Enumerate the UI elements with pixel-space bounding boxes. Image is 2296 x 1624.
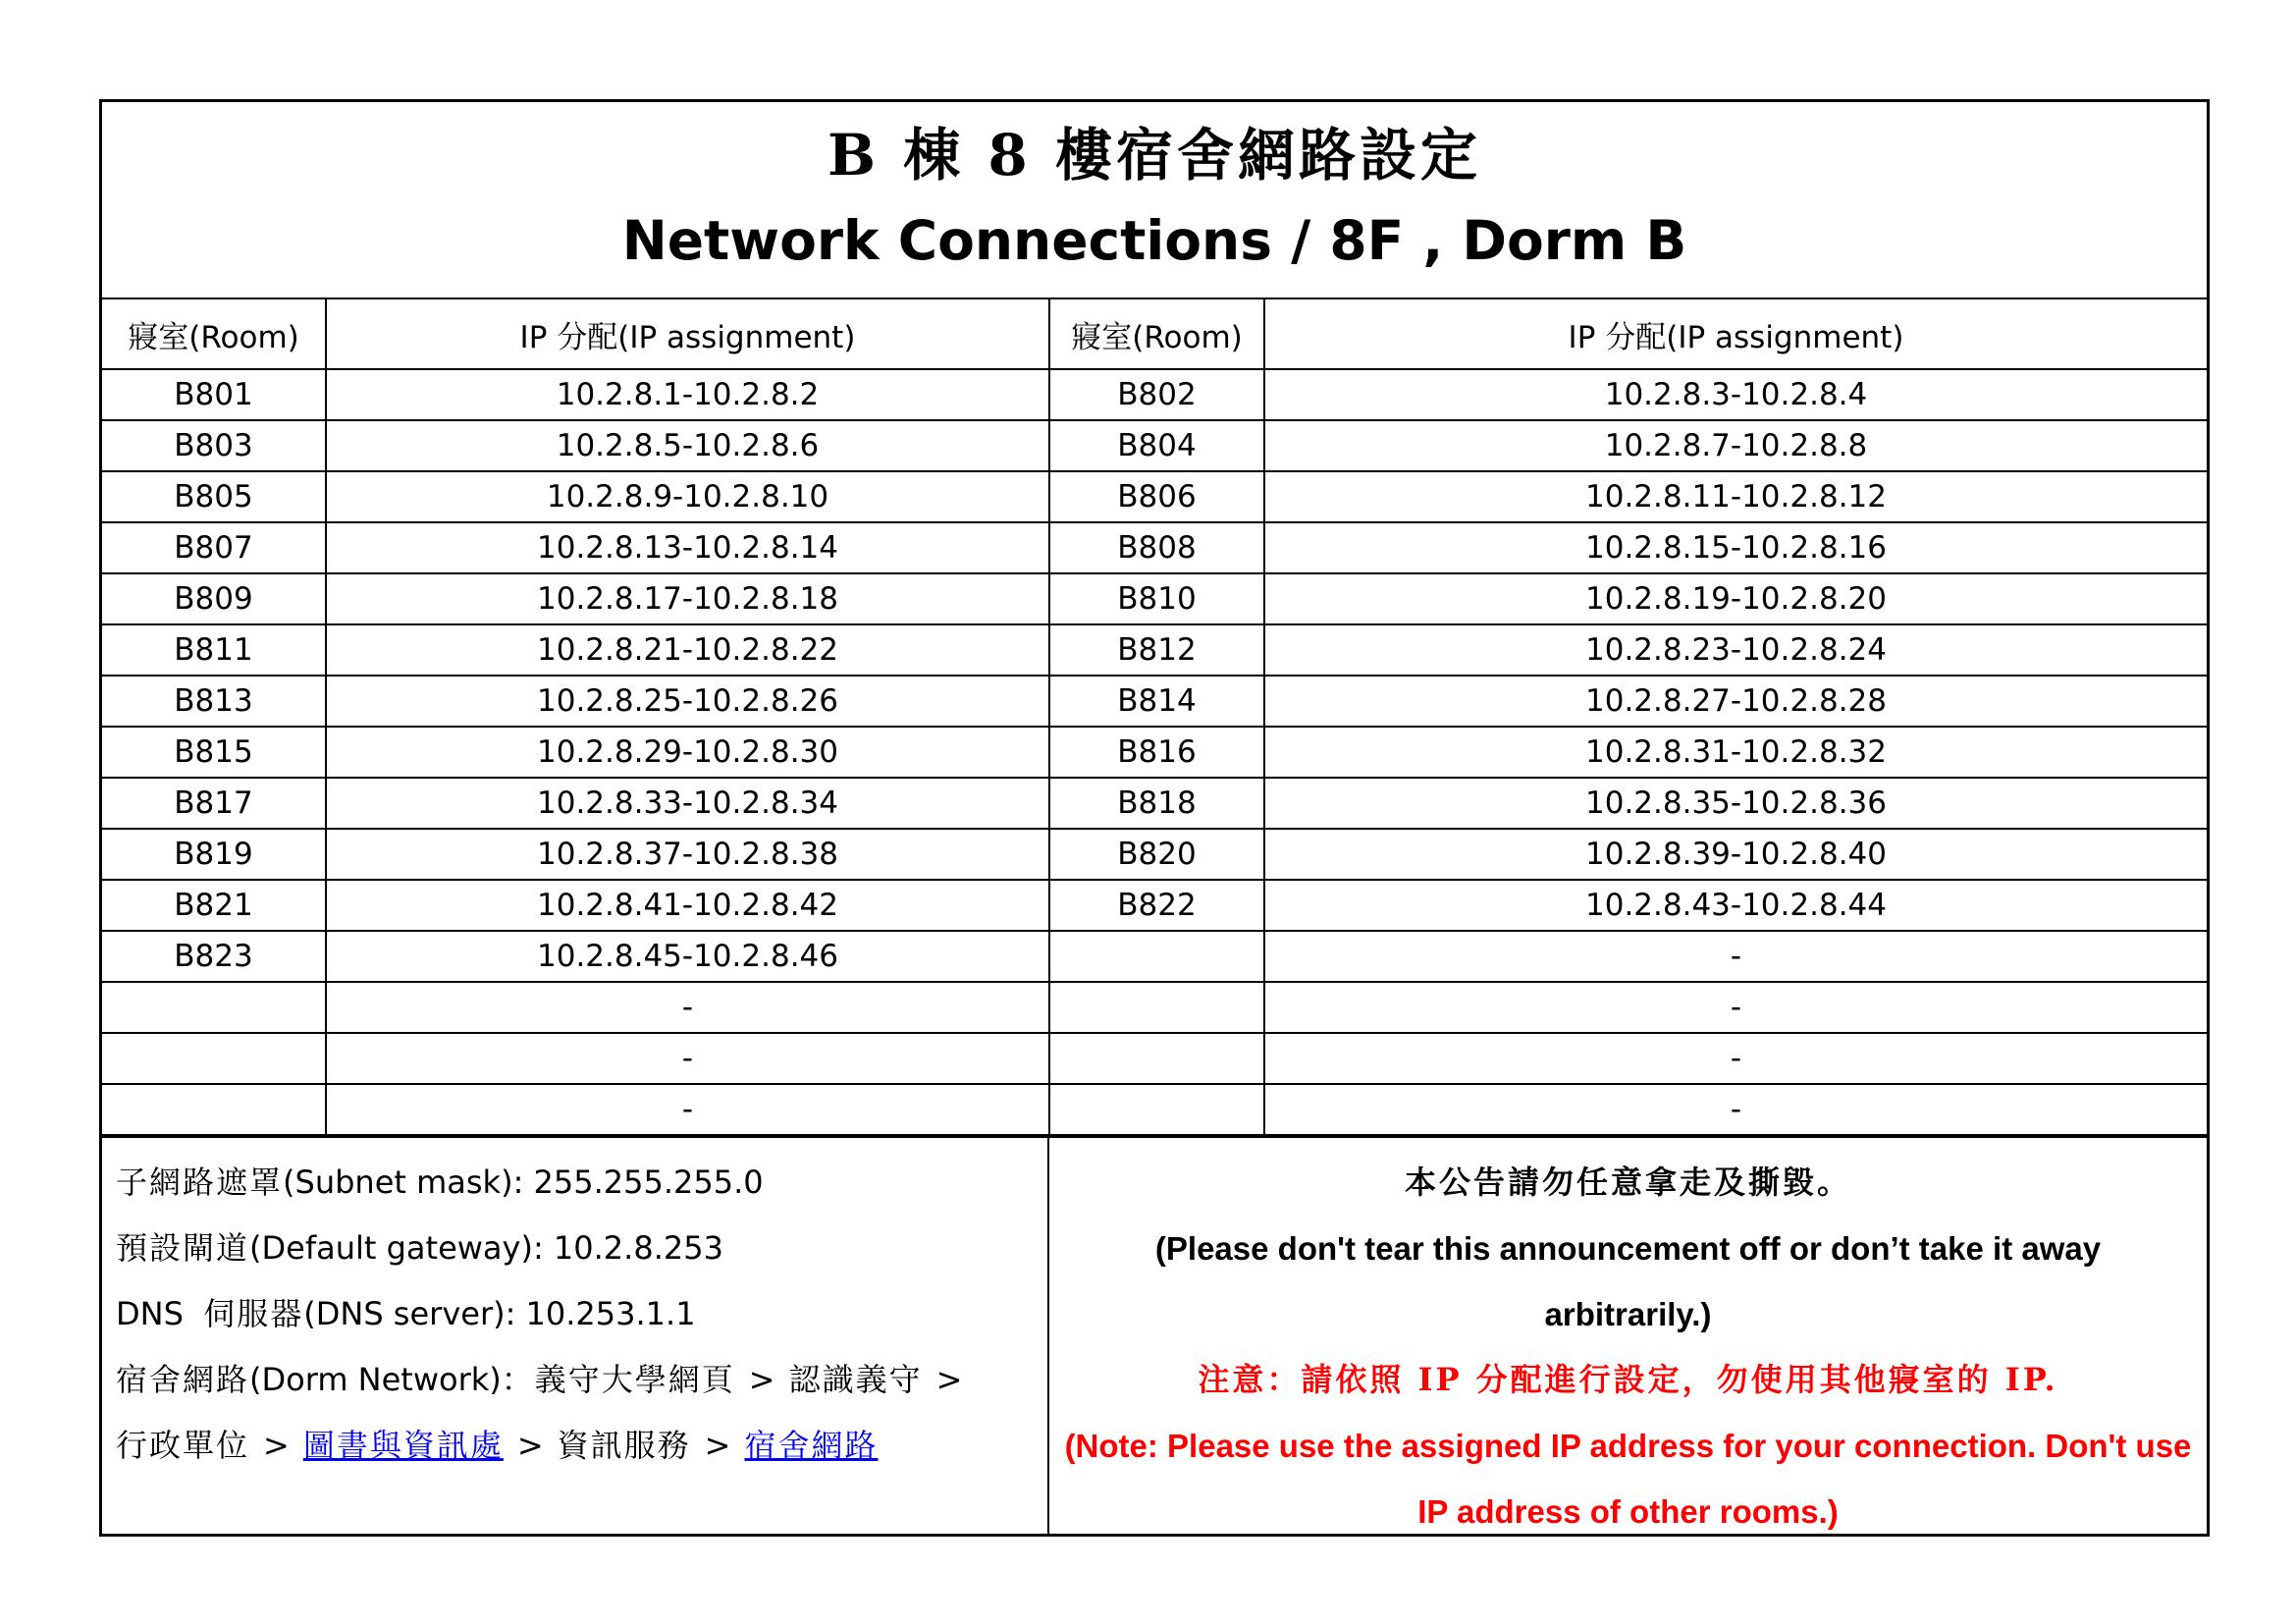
ip-cell-left: - — [326, 1084, 1049, 1135]
ip-assignment-table — [102, 299, 2207, 1136]
ip-cell-right: 10.2.8.27-10.2.8.28 — [1264, 676, 2207, 727]
room-cell-left: B813 — [102, 676, 326, 727]
library-info-link[interactable]: 圖書與資訊處 — [302, 1427, 504, 1464]
subnet-value: 255.255.255.0 — [533, 1164, 764, 1201]
ip-cell-left: 10.2.8.29-10.2.8.30 — [326, 727, 1049, 778]
header-room-left: 寢室(Room) — [102, 299, 326, 369]
room-cell-left — [102, 982, 326, 1033]
gateway-value: 10.2.8.253 — [553, 1229, 723, 1267]
table-row — [102, 369, 2207, 420]
ip-cell-right: 10.2.8.7-10.2.8.8 — [1264, 420, 2207, 471]
warning-line-en-2: IP address of other rooms.) — [1417, 1493, 1839, 1530]
header-ip-left: IP 分配(IP assignment) — [326, 299, 1049, 369]
room-cell-left: B817 — [102, 778, 326, 829]
subnet-label-en: (Subnet mask): — [283, 1164, 534, 1201]
room-cell-left: B801 — [102, 369, 326, 420]
ip-cell-right: 10.2.8.23-10.2.8.24 — [1264, 624, 2207, 676]
dorm-network-colon: ： — [501, 1361, 535, 1398]
ip-cell-left: 10.2.8.21-10.2.8.22 — [326, 624, 1049, 676]
room-cell-left: B819 — [102, 829, 326, 880]
breadcrumb-university-site: 義守大學網頁 — [534, 1361, 735, 1398]
dorm-network-label-zh: 宿舍網路 — [116, 1361, 250, 1398]
room-cell-right: B812 — [1049, 624, 1264, 676]
ip-cell-left: - — [326, 982, 1049, 1033]
table-row — [102, 676, 2207, 727]
table-row — [102, 573, 2207, 624]
room-cell-left: B811 — [102, 624, 326, 676]
room-cell-right — [1049, 931, 1264, 982]
dorm-network-path-line2 — [116, 1413, 1047, 1479]
dns-label-en: (DNS server): — [303, 1295, 526, 1332]
ip-cell-left: - — [326, 1033, 1049, 1084]
notice-line-en-2: arbitrarily.) — [1544, 1296, 1712, 1332]
room-cell-right — [1049, 1033, 1264, 1084]
room-cell-right: B816 — [1049, 727, 1264, 778]
dns-line — [116, 1281, 1047, 1347]
room-cell-left: B809 — [102, 573, 326, 624]
title-chinese: B 棟 8 樓宿舍網路設定 — [828, 122, 1481, 189]
room-cell-left — [102, 1033, 326, 1084]
announcement-sheet — [99, 99, 2210, 1537]
table-row — [102, 829, 2207, 880]
title-english: Network Connections / 8F , Dorm B — [621, 209, 1687, 272]
gateway-label-zh: 預設閘道 — [116, 1229, 250, 1267]
ip-cell-right: 10.2.8.31-10.2.8.32 — [1264, 727, 2207, 778]
table-row — [102, 471, 2207, 522]
table-row — [102, 1033, 2207, 1084]
table-row — [102, 624, 2207, 676]
dns-label-prefix: DNS — [116, 1295, 194, 1332]
room-cell-right: B818 — [1049, 778, 1264, 829]
breadcrumb-separator: > — [704, 1427, 731, 1464]
room-cell-left: B823 — [102, 931, 326, 982]
room-cell-left: B807 — [102, 522, 326, 573]
ip-cell-left: 10.2.8.5-10.2.8.6 — [326, 420, 1049, 471]
notice-line-en-1: (Please don't tear this announcement off or don’t take it away — [1154, 1230, 2102, 1267]
table-row — [102, 522, 2207, 573]
room-cell-right: B806 — [1049, 471, 1264, 522]
dorm-network-label-en: (Dorm Network) — [249, 1361, 502, 1398]
ip-cell-right: 10.2.8.3-10.2.8.4 — [1264, 369, 2207, 420]
ip-cell-left: 10.2.8.25-10.2.8.26 — [326, 676, 1049, 727]
ip-cell-left: 10.2.8.13-10.2.8.14 — [326, 522, 1049, 573]
breadcrumb-separator: > — [516, 1427, 544, 1464]
notice-line-zh: 本公告請勿任意拿走及撕毀。 — [1404, 1164, 1851, 1201]
warning-line-zh: 注意：請依照 IP 分配進行設定，勿使用其他寢室的 IP. — [1198, 1361, 2058, 1398]
notice-panel — [1049, 1138, 2207, 1534]
breadcrumb-separator: > — [748, 1361, 775, 1398]
room-cell-right: B804 — [1049, 420, 1264, 471]
ip-cell-left: 10.2.8.1-10.2.8.2 — [326, 369, 1049, 420]
table-header-row — [102, 299, 2207, 369]
ip-cell-right: 10.2.8.11-10.2.8.12 — [1264, 471, 2207, 522]
room-cell-right: B820 — [1049, 829, 1264, 880]
title-block — [102, 102, 2207, 299]
table-row — [102, 727, 2207, 778]
table-row — [102, 931, 2207, 982]
ip-cell-left: 10.2.8.37-10.2.8.38 — [326, 829, 1049, 880]
ip-cell-right: 10.2.8.15-10.2.8.16 — [1264, 522, 2207, 573]
room-cell-left: B815 — [102, 727, 326, 778]
room-cell-right: B810 — [1049, 573, 1264, 624]
room-cell-right: B822 — [1049, 880, 1264, 931]
warning-line-en-1: (Note: Please use the assigned IP address for your connection. Don't use — [1064, 1428, 2192, 1464]
ip-cell-right: 10.2.8.39-10.2.8.40 — [1264, 829, 2207, 880]
breadcrumb-about: 認識義守 — [788, 1361, 923, 1398]
header-ip-right: IP 分配(IP assignment) — [1264, 299, 2207, 369]
room-cell-right — [1049, 982, 1264, 1033]
dns-label-zh: 伺服器 — [203, 1295, 304, 1332]
room-cell-left — [102, 1084, 326, 1135]
ip-cell-left: 10.2.8.17-10.2.8.18 — [326, 573, 1049, 624]
room-cell-left: B803 — [102, 420, 326, 471]
dorm-network-link[interactable]: 宿舍網路 — [744, 1427, 879, 1464]
table-row — [102, 880, 2207, 931]
table-row — [102, 982, 2207, 1033]
info-section — [102, 1136, 2207, 1534]
ip-cell-left: 10.2.8.33-10.2.8.34 — [326, 778, 1049, 829]
ip-cell-left: 10.2.8.45-10.2.8.46 — [326, 931, 1049, 982]
table-row — [102, 420, 2207, 471]
room-cell-right: B808 — [1049, 522, 1264, 573]
breadcrumb-separator: > — [935, 1361, 963, 1398]
table-row — [102, 1084, 2207, 1135]
room-cell-right — [1049, 1084, 1264, 1135]
ip-cell-right: 10.2.8.43-10.2.8.44 — [1264, 880, 2207, 931]
dns-value: 10.253.1.1 — [525, 1295, 696, 1332]
room-cell-right: B802 — [1049, 369, 1264, 420]
ip-table-body — [102, 369, 2207, 1135]
table-row — [102, 778, 2207, 829]
ip-cell-right: 10.2.8.19-10.2.8.20 — [1264, 573, 2207, 624]
ip-cell-right: - — [1264, 1033, 2207, 1084]
subnet-label-zh: 子網路遮罩 — [116, 1164, 284, 1201]
ip-cell-right: 10.2.8.35-10.2.8.36 — [1264, 778, 2207, 829]
network-settings — [102, 1138, 1049, 1534]
ip-cell-right: - — [1264, 931, 2207, 982]
ip-cell-left: 10.2.8.41-10.2.8.42 — [326, 880, 1049, 931]
subnet-mask-line — [116, 1150, 1047, 1216]
breadcrumb-admin-units: 行政單位 — [116, 1427, 250, 1464]
breadcrumb-separator: > — [263, 1427, 290, 1464]
breadcrumb-info-services: 資訊服務 — [557, 1427, 691, 1464]
header-room-right: 寢室(Room) — [1049, 299, 1264, 369]
ip-cell-right: - — [1264, 982, 2207, 1033]
gateway-label-en: (Default gateway): — [249, 1229, 554, 1267]
room-cell-right: B814 — [1049, 676, 1264, 727]
ip-cell-right: - — [1264, 1084, 2207, 1135]
room-cell-left: B821 — [102, 880, 326, 931]
dorm-network-path-line1 — [116, 1347, 1047, 1413]
gateway-line — [116, 1216, 1047, 1281]
room-cell-left: B805 — [102, 471, 326, 522]
ip-cell-left: 10.2.8.9-10.2.8.10 — [326, 471, 1049, 522]
